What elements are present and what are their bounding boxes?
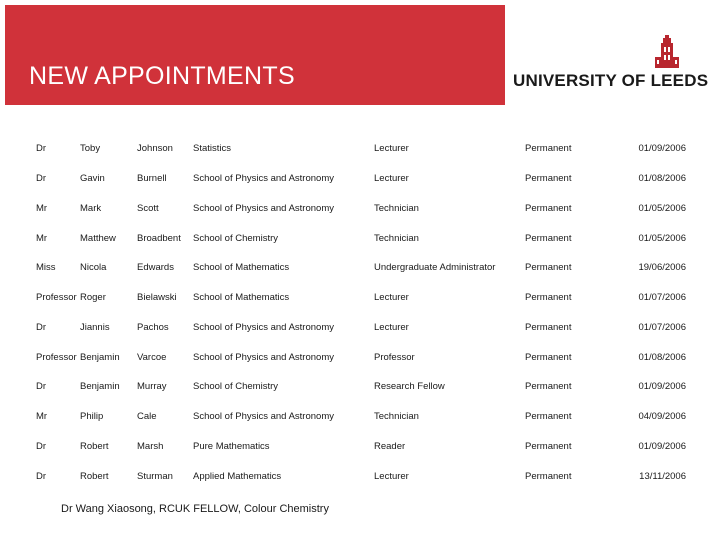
last-name-cell: Scott (137, 202, 159, 214)
first-name-cell: Benjamin (80, 351, 120, 363)
table-row (36, 134, 686, 164)
first-name-cell: Robert (80, 440, 109, 452)
title-cell: Mr (36, 411, 48, 423)
start-date-cell: 01/09/2006 (638, 440, 686, 452)
table-row (36, 223, 686, 253)
school-cell: School of Physics and Astronomy (193, 411, 334, 423)
school-cell: School of Chemistry (193, 381, 279, 393)
page-title: NEW APPOINTMENTS (29, 62, 295, 90)
table-row (36, 402, 686, 432)
title-cell: Dr (36, 470, 47, 482)
school-cell: School of Physics and Astronomy (193, 321, 334, 333)
school-cell: School of Physics and Astronomy (193, 173, 334, 185)
role-cell: Undergraduate Administrator (374, 262, 496, 274)
contract-type-cell: Permanent (525, 143, 572, 155)
title-cell: Miss (36, 262, 56, 274)
first-name-cell: Benjamin (80, 381, 120, 393)
table-row (36, 283, 686, 313)
contract-type-cell: Permanent (525, 440, 572, 452)
first-name-cell: Philip (80, 411, 104, 423)
title-cell: Professor (36, 351, 77, 363)
table-row (36, 194, 686, 224)
table-row (36, 372, 686, 402)
logo-text: UNIVERSITY OF LEEDS (513, 71, 709, 90)
start-date-cell: 01/08/2006 (638, 351, 686, 363)
first-name-cell: Jiannis (80, 321, 110, 333)
parkinson-tower-icon (652, 35, 682, 69)
first-name-cell: Gavin (80, 173, 105, 185)
start-date-cell: 01/08/2006 (638, 173, 686, 185)
last-name-cell: Burnell (137, 173, 167, 185)
university-logo (505, 5, 715, 105)
school-cell: School of Chemistry (193, 232, 279, 244)
contract-type-cell: Permanent (525, 411, 572, 423)
title-cell: Mr (36, 202, 48, 214)
appointments-table (36, 134, 686, 491)
contract-type-cell: Permanent (525, 321, 572, 333)
title-cell: Dr (36, 381, 47, 393)
title-cell: Dr (36, 143, 47, 155)
school-cell: School of Mathematics (193, 262, 290, 274)
school-cell: Applied Mathematics (193, 470, 282, 482)
contract-type-cell: Permanent (525, 292, 572, 304)
title-cell: Dr (36, 321, 47, 333)
start-date-cell: 01/07/2006 (638, 292, 686, 304)
table-row (36, 432, 686, 462)
contract-type-cell: Permanent (525, 173, 572, 185)
contract-type-cell: Permanent (525, 351, 572, 363)
role-cell: Research Fellow (374, 381, 445, 393)
last-name-cell: Pachos (137, 321, 169, 333)
header-banner (5, 5, 715, 105)
role-cell: Technician (374, 202, 419, 214)
start-date-cell: 19/06/2006 (638, 262, 686, 274)
start-date-cell: 01/09/2006 (638, 381, 686, 393)
role-cell: Lecturer (374, 173, 409, 185)
first-name-cell: Toby (80, 143, 101, 155)
title-cell: Professor (36, 292, 77, 304)
last-name-cell: Johnson (137, 143, 173, 155)
first-name-cell: Matthew (80, 232, 116, 244)
last-name-cell: Marsh (137, 440, 164, 452)
start-date-cell: 01/05/2006 (638, 232, 686, 244)
footnote: Dr Wang Xiaosong, RCUK FELLOW, Colour Chemistry (61, 503, 329, 515)
contract-type-cell: Permanent (525, 232, 572, 244)
role-cell: Technician (374, 411, 419, 423)
contract-type-cell: Permanent (525, 262, 572, 274)
start-date-cell: 13/11/2006 (639, 470, 686, 482)
last-name-cell: Cale (137, 411, 157, 423)
start-date-cell: 04/09/2006 (638, 411, 686, 423)
start-date-cell: 01/07/2006 (638, 321, 686, 333)
title-cell: Dr (36, 173, 47, 185)
first-name-cell: Mark (80, 202, 102, 214)
role-cell: Lecturer (374, 470, 409, 482)
table-row (36, 461, 686, 491)
last-name-cell: Murray (137, 381, 167, 393)
start-date-cell: 01/09/2006 (638, 143, 686, 155)
contract-type-cell: Permanent (525, 470, 572, 482)
role-cell: Lecturer (374, 292, 409, 304)
table-row (36, 342, 686, 372)
last-name-cell: Varcoe (137, 351, 167, 363)
school-cell: School of Mathematics (193, 292, 290, 304)
table-row (36, 313, 686, 343)
contract-type-cell: Permanent (525, 381, 572, 393)
contract-type-cell: Permanent (525, 202, 572, 214)
title-cell: Mr (36, 232, 48, 244)
first-name-cell: Nicola (80, 262, 107, 274)
school-cell: School of Physics and Astronomy (193, 351, 334, 363)
first-name-cell: Robert (80, 470, 109, 482)
role-cell: Technician (374, 232, 419, 244)
role-cell: Lecturer (374, 143, 409, 155)
role-cell: Professor (374, 351, 415, 363)
table-row (36, 164, 686, 194)
role-cell: Lecturer (374, 321, 409, 333)
last-name-cell: Sturman (137, 470, 173, 482)
last-name-cell: Edwards (137, 262, 174, 274)
start-date-cell: 01/05/2006 (638, 202, 686, 214)
school-cell: Pure Mathematics (193, 440, 270, 452)
school-cell: School of Physics and Astronomy (193, 202, 334, 214)
role-cell: Reader (374, 440, 406, 452)
last-name-cell: Broadbent (137, 232, 181, 244)
first-name-cell: Roger (80, 292, 106, 304)
title-cell: Dr (36, 440, 47, 452)
school-cell: Statistics (193, 143, 232, 155)
table-row (36, 253, 686, 283)
last-name-cell: Bielawski (137, 292, 177, 304)
